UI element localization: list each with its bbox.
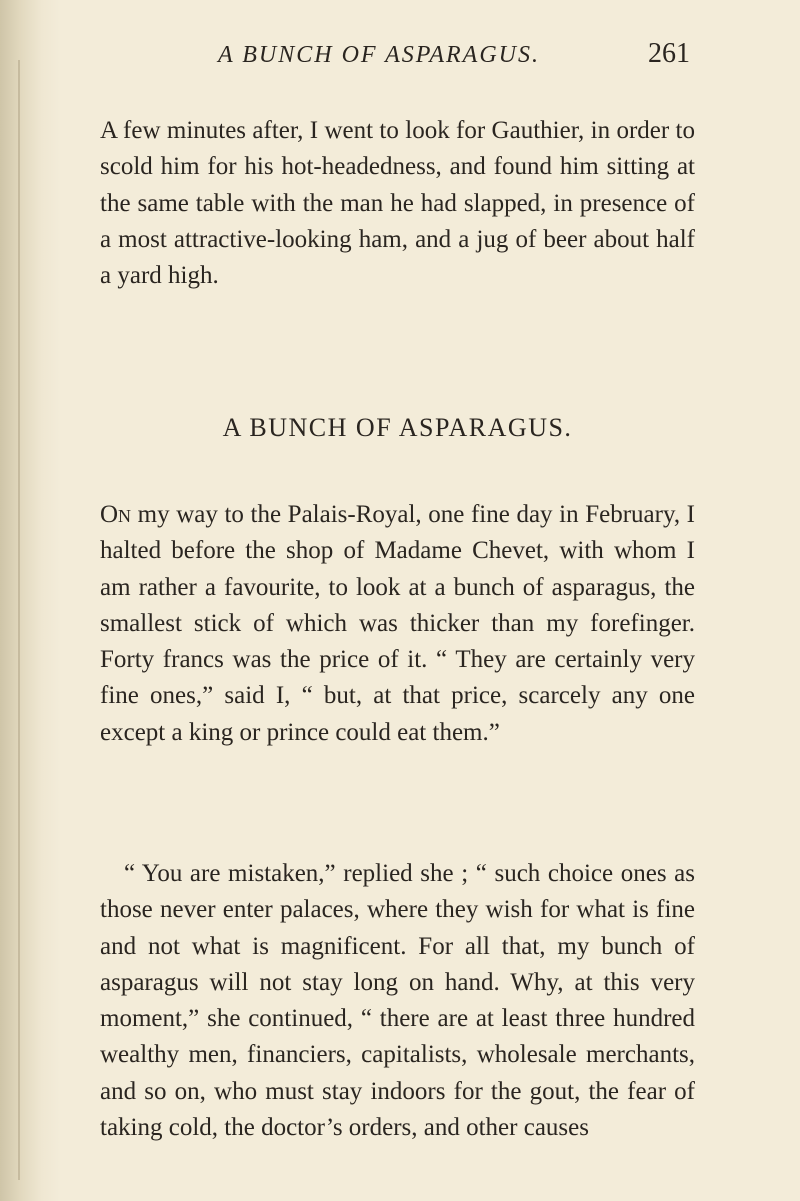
binding-gutter [0, 0, 60, 1201]
section-heading: A BUNCH OF ASPARAGUS. [222, 413, 573, 442]
paragraph-2-first-word: On [100, 501, 132, 528]
paragraph-3: “ You are mistaken,” replied she ; “ such choice ones as those never enter palaces, where they wish for what is fine and not what is magnificent. For all that, my bunch of asparagus will not stay long on hand. Why, at this very moment,” she continued, “ there are at least three hundred wealthy men, financiers, capitalists, wholesale merchants, and so on, who must stay indoors for the gout, the fear of taking cold, the doctor’s orders, and other causes [100, 860, 695, 1142]
book-page [80, 0, 775, 1201]
running-title: A BUNCH OF ASPARAGUS. [218, 42, 540, 68]
paragraph-1: A few minutes after, I went to look for Gauthier, in order to scold him for his hot-headedness, and found him sitting at the same table with the man he had slapped, in presence of a most attractive-looking ham, and a jug of beer about half a yard high. [100, 117, 695, 290]
running-head [80, 38, 695, 78]
page-number: 261 [648, 38, 690, 69]
paragraph-2-text: my way to the Palais-Royal, one fine day in February, I halted before the shop of Madame Chevet, with whom I am rather a favourite, to look at a bunch of asparagus, the smallest stick of which was thicker than my forefinger. Forty francs was the price of it. “ They are certainly very fine ones,” said I, “ but, at that price, scarcely any one except a king or prince could eat them.” [100, 501, 695, 746]
paragraph-2 [100, 497, 695, 751]
gutter-shadow-line [18, 60, 20, 1180]
